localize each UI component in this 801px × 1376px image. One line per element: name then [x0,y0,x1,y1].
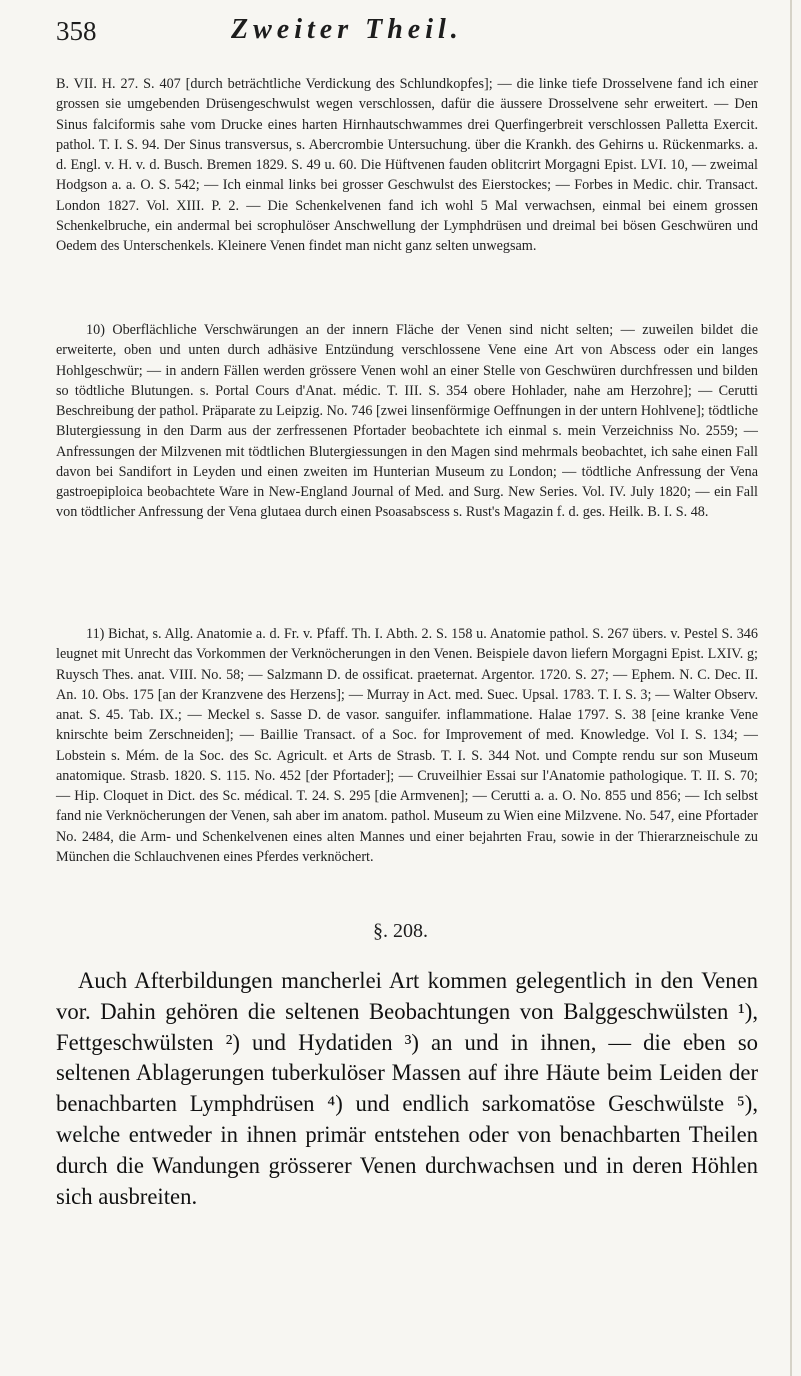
page-header [56,8,756,54]
footnote-paragraph-1: B. VII. H. 27. S. 407 [durch beträchtliche Verdickung des Schlundkopfes]; — die linke tiefe Drosselvene fand ich einer grossen sie umgebenden Drüsengeschwulst wegen verschlossen, dafür die äussere Drosselvene sehr erweitert. — Den Sinus falciformis sahe vom Drucke eines harten Hirnhautschwammes drei Querfingerbreit verschlossen Palletta Exercit. pathol. T. I. S. 94. Der Sinus transversus, s. Abercrombie Untersuchung. über die Krankh. des Gehirns u. Rückenmarks. a. d. Engl. v. H. v. d. Busch. Bremen 1829. S. 49 u. 60. Die Hüftvenen fauden oblitcrirt Morgagni Epist. LVI. 10, — zweimal Hodgson a. a. O. S. 542; — Ich einmal links bei grosser Geschwulst des Eierstockes; — Forbes in Medic. chir. Transact. London 1827. Vol. XIII. P. 2. — Die Schenkelvenen fand ich wohl 5 Mal verwachsen, einmal bei einem grossen Schenkelbruche, ein andermal bei scrophulöser Anschwellung der Lymphdrüsen und dreimal bei bösen Geschwüren und Oedem des Unterschenkels. Kleinere Venen findet man nicht ganz selten unwegsam. [56,76,758,254]
section-body-text: Auch Afterbildungen mancherlei Art kommen gelegentlich in den Venen vor. Dahin gehören die seltenen Beobachtungen von Balggeschwülsten ¹), Fettgeschwülsten ²) und Hydatiden ³) an und in ihnen, — die eben so seltenen Ablagerungen tuberkulöser Massen auf ihre Häute beim Leiden der benachbarten Lymphdrüsen ⁴) und endlich sarkomatöse Geschwülste ⁵), welche entweder in ihnen primär entstehen oder von benachbarten Theilen durch die Wandungen grösserer Venen durchwachsen und in deren Höhlen sich ausbreiten. [56,968,758,1209]
page-number: 358 [56,16,97,46]
footnote-paragraph-10: 10) Oberflächliche Verschwärungen an der innern Fläche der Venen sind nicht selten; — zuweilen bildet die erweiterte, oben und unten durch adhäsive Entzündung verschlossene Vene eine Art von Abscess oder ein langes Hohlgeschwür; — in andern Fällen werden grössere Venen wohl an einer Stelle von Geschwüren durchfressen und bilden so tödtliche Blutungen. s. Portal Cours d'Anat. médic. T. III. S. 354 obere Hohlader, nahe am Herzohre]; — Cerutti Beschreibung der pathol. Präparate zu Leipzig. No. 746 [zwei linsenförmige Oeffnungen in der untern Hohlvene]; tödtliche Blutergiessung in den Darm aus der zerfressenen Pfortader beobachtete ich einmal s. mein Verzeichniss No. 2559; — Anfressungen der Milzvenen mit tödtlichen Blutergiessungen in den Magen sind mehrmals beobachtet, ich sahe einen Fall davon bei Sandifort in Leyden und einen zweiten im Hunterian Museum zu London; — tödtliche Anfressung der Vena gastroepiploica beobachtete Ware in New-England Journal of Med. and Surg. New Series. Vol. IV. July 1820; — ein Fall von tödtlicher Anfressung der Vena glutaea durch einen Psoasabscess s. Rust's Magazin f. d. ges. Heilk. B. I. S. 48. [56,322,758,521]
running-title: Zweiter Theil. [231,14,463,45]
footnote-paragraph-11: 11) Bichat, s. Allg. Anatomie a. d. Fr. v. Pfaff. Th. I. Abth. 2. S. 158 u. Anatomie pathol. S. 267 übers. v. Pestel S. 346 leugnet mit Unrecht das Vorkommen der Verknöcherungen in den Venen. Beispiele davon liefern Morgagni Epist. LXIV. g; Ruysch Thes. anat. VIII. No. 58; — Salzmann D. de ossificat. praeternat. Argentor. 1720. S. 27; — Ephem. N. C. Dec. II. An. 10. Obs. 175 [an der Kranzvene des Herzens]; — Murray in Act. med. Suec. Upsal. 1783. T. I. S. 3; — Walter Observ. anat. S. 45. Tab. IX.; — Meckel s. Sasse D. de vasor. sanguifer. inflammatione. Halae 1797. S. 38 [eine kranke Vene knirschte beim Zerschneiden]; — Baillie Transact. of a Soc. for Improvement of med. Knowledge. Vol I. S. 134; — Lobstein s. Mém. de la Soc. des Sc. Agricult. et Arts de Strasb. T. I. S. 344 Not. und Compte rendu sur son Museum anatomique. Strasb. 1820. S. 115. No. 452 [der Pfortader]; — Cruveilhier Essai sur l'Anatomie pathologique. T. II. S. 70; — Hip. Cloquet in Dict. des Sc. médical. T. 24. S. 295 [die Armvenen]; — Cerutti a. a. O. No. 855 und 856; — Ich selbst fand nie Verknöcherungen der Venen, sah aber im anatom. pathol. Museum zu Wien eine Milzvene. No. 547, eine Pfortader No. 2484, die Arm- und Schenkelvenen eines alten Mannes und einer bejahrten Frau, sowie in der Thierarzneischule zu München die Schlauchvenen eines Pferdes verknöchert. [56,626,758,865]
section-number: §. 208. [373,920,428,942]
page-edge-line [790,0,792,1376]
